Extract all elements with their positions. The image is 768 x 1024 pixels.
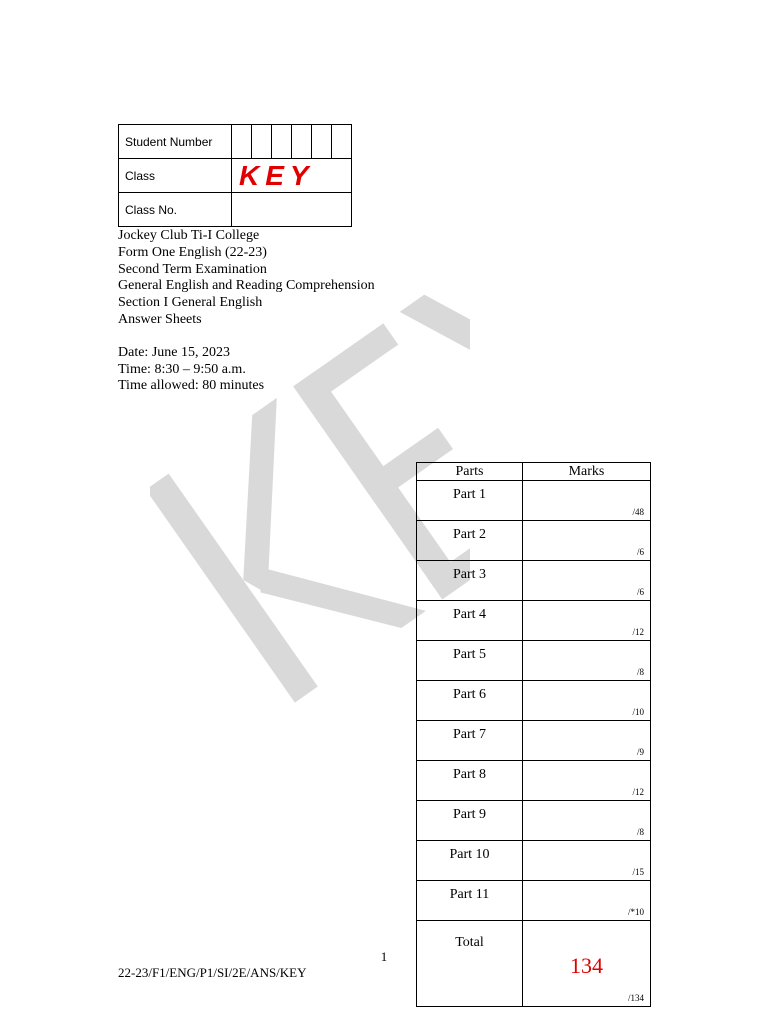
part-label: Part 3 [417,561,523,601]
table-row [417,561,651,601]
part-label: Part 9 [417,801,523,841]
student-number-digit[interactable] [252,125,272,159]
parts-header: Parts [417,463,523,481]
mark-cell[interactable] [523,521,651,561]
marks-table [416,462,651,1007]
max-mark: /12 [632,787,644,797]
max-mark: /9 [636,747,644,757]
mark-cell[interactable] [523,801,651,841]
part-label: Part 1 [417,481,523,521]
table-row [417,761,651,801]
mark-cell[interactable] [523,721,651,761]
section-name: Section I General English [118,295,263,311]
max-mark: /6 [636,587,644,597]
student-number-digit[interactable] [272,125,292,159]
student-number-label: Student Number [119,125,232,159]
max-mark: /15 [632,867,644,877]
student-number-digit[interactable] [232,125,252,159]
mark-cell[interactable] [523,881,651,921]
max-mark: /10 [632,707,644,717]
table-row [417,601,651,641]
document-code: 22-23/F1/ENG/P1/SI/2E/ANS/KEY [118,965,307,980]
mark-cell[interactable] [523,601,651,641]
table-row [417,881,651,921]
exam-name: Second Term Examination [118,261,267,277]
mark-cell[interactable] [523,681,651,721]
class-value: KEY [232,159,352,193]
class-no-label: Class No. [119,193,232,227]
time-allowed: Time allowed: 80 minutes [118,378,265,394]
max-mark: /6 [636,547,644,557]
student-info-table [118,124,352,227]
exam-heading [118,228,375,395]
max-mark: /8 [636,667,644,677]
part-label: Part 10 [417,841,523,881]
max-mark: /*10 [627,907,644,917]
table-row [417,481,651,521]
paper-name: General English and Reading Comprehension [118,278,375,294]
part-label: Part 7 [417,721,523,761]
table-row [417,681,651,721]
doc-type: Answer Sheets [118,311,202,327]
course-name: Form One English (22-23) [118,244,267,260]
part-label: Part 4 [417,601,523,641]
exam-time: Time: 8:30 – 9:50 a.m. [118,361,246,377]
student-number-digit[interactable] [312,125,332,159]
mark-cell[interactable] [523,641,651,681]
total-score: 134 [570,953,603,978]
part-label: Part 8 [417,761,523,801]
student-number-digit[interactable] [292,125,312,159]
part-label: Part 6 [417,681,523,721]
part-label: Part 5 [417,641,523,681]
table-row [417,841,651,881]
page-number: 1 [380,949,388,964]
part-label: Part 2 [417,521,523,561]
mark-cell[interactable] [523,561,651,601]
table-row [417,801,651,841]
total-max-mark: /134 [627,993,644,1003]
mark-cell[interactable] [523,761,651,801]
max-mark: /48 [632,507,644,517]
exam-date: Date: June 15, 2023 [118,344,230,360]
table-row [417,521,651,561]
mark-cell[interactable] [523,481,651,521]
class-no-field[interactable] [232,193,352,227]
part-label: Part 11 [417,881,523,921]
max-mark: /12 [632,627,644,637]
max-mark: /8 [636,827,644,837]
table-row [417,721,651,761]
total-label: Total [417,921,523,1007]
mark-cell[interactable] [523,841,651,881]
class-label: Class [119,159,232,193]
student-number-digit[interactable] [332,125,352,159]
marks-header: Marks [523,463,651,481]
table-row [417,641,651,681]
school-name: Jockey Club Ti-I College [118,228,260,243]
